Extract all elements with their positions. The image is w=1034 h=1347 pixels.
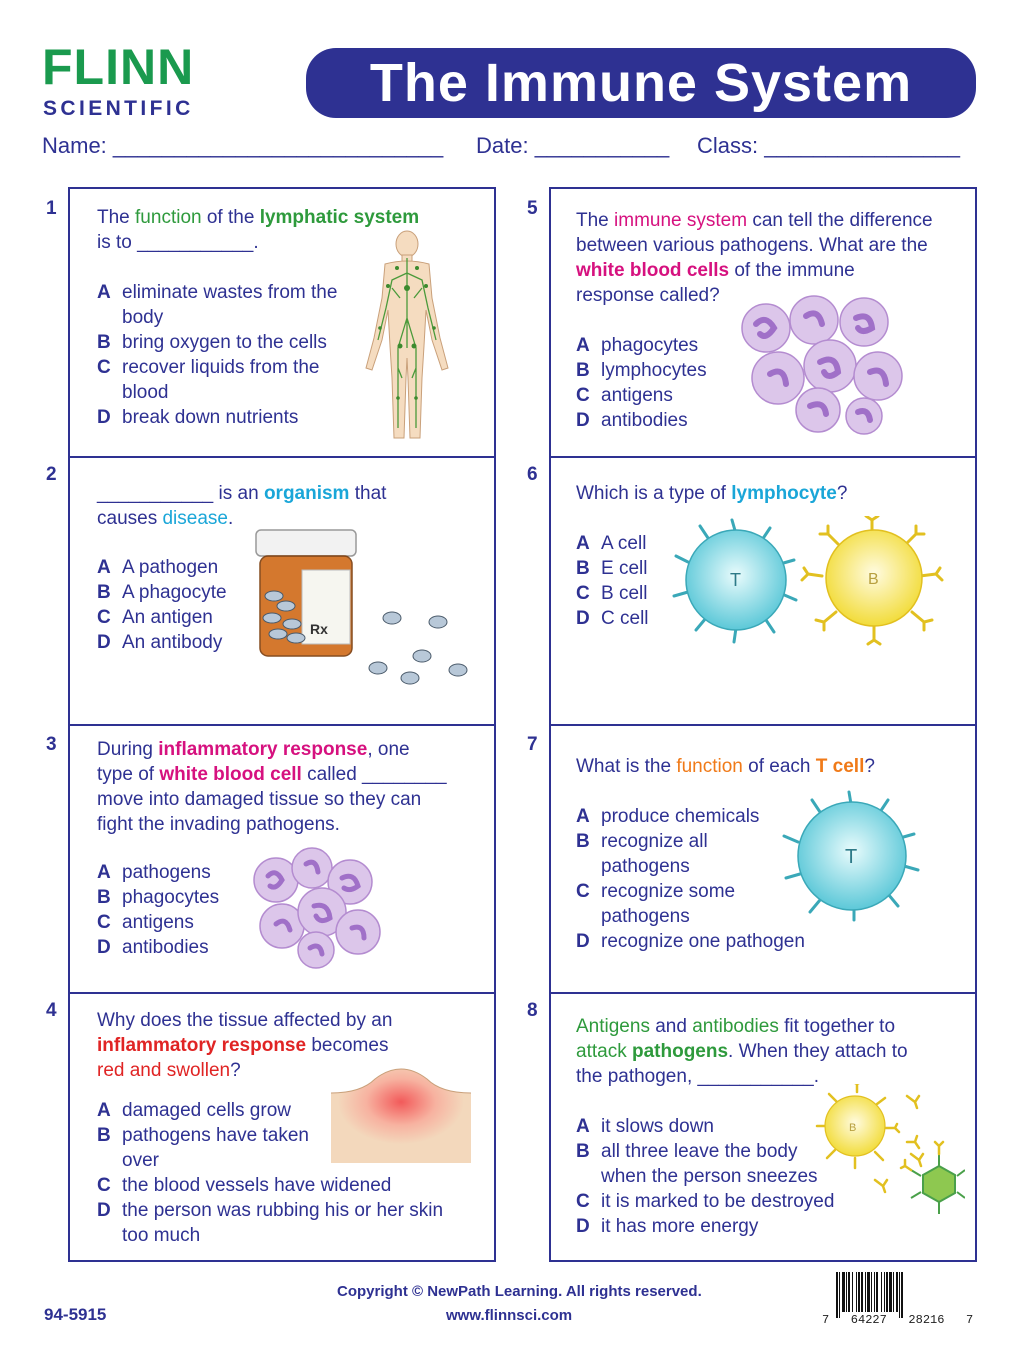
- option-d[interactable]: D the person was rubbing his or her skin too much: [97, 1200, 444, 1246]
- option-d[interactable]: D antibodies: [576, 410, 688, 431]
- product-code: 94-5915: [44, 1305, 107, 1324]
- question-text: The function of the lymphatic system is to ___________.: [97, 207, 420, 253]
- question-text: Which is a type of lymphocyte?: [576, 483, 848, 504]
- question-number: 7: [527, 734, 538, 755]
- option-d[interactable]: D recognize one pathogen: [576, 931, 805, 952]
- option-c[interactable]: C antigens: [576, 385, 673, 406]
- barcode-bar: [839, 1272, 840, 1318]
- date-field[interactable]: Date: ___________: [476, 133, 670, 158]
- option-b[interactable]: B all three leave the body when the person sneezes: [576, 1141, 818, 1187]
- question-text: Why does the tissue affected by an inflammatory response becomes red and swollen?: [97, 1010, 393, 1081]
- barcode-bar: [899, 1272, 900, 1318]
- option-d[interactable]: D break down nutrients: [97, 407, 299, 428]
- barcode-bar: [874, 1272, 875, 1312]
- copyright-text: Copyright © NewPath Learning. All rights reserved.: [337, 1283, 702, 1300]
- barcode-bar: [876, 1272, 878, 1312]
- barcode-bar: [896, 1272, 898, 1312]
- t-cell-label: T: [730, 570, 741, 590]
- barcode-digits: 7 64227 28216 7: [822, 1313, 974, 1327]
- b-cell-label: B: [868, 571, 879, 588]
- b-cell-label: B: [849, 1122, 857, 1134]
- barcode-bar: [889, 1272, 892, 1312]
- option-b[interactable]: B bring oxygen to the cells: [97, 332, 327, 353]
- name-field[interactable]: Name: ___________________________: [42, 133, 444, 158]
- option-d[interactable]: D C cell: [576, 608, 649, 629]
- option-b[interactable]: B lymphocytes: [576, 360, 707, 381]
- option-b[interactable]: B recognize all pathogens: [576, 831, 708, 877]
- barcode-bar: [884, 1272, 885, 1312]
- option-c[interactable]: C An antigen: [97, 607, 213, 628]
- option-a[interactable]: A A pathogen: [97, 557, 219, 578]
- barcode-bar: [846, 1272, 847, 1312]
- question-number: 2: [46, 464, 57, 485]
- white-blood-cells-illustration: [738, 292, 908, 438]
- barcode-bar: [848, 1272, 850, 1312]
- page-title: The Immune System: [306, 48, 976, 118]
- option-c[interactable]: C antigens: [97, 912, 194, 933]
- barcode-bar: [867, 1272, 870, 1312]
- option-a[interactable]: A phagocytes: [576, 335, 699, 356]
- logo-flinn: FLINN: [42, 39, 195, 95]
- t-and-b-cells-illustration: [670, 516, 960, 646]
- option-a[interactable]: A it slows down: [576, 1116, 714, 1137]
- pill-bottle-illustration: [252, 526, 474, 692]
- question-text: ___________ is an organism that causes disease.: [97, 483, 387, 529]
- option-c[interactable]: C recover liquids from the blood: [97, 357, 320, 403]
- question-number: 1: [46, 198, 57, 219]
- t-cell-illustration: [776, 790, 926, 922]
- option-c[interactable]: C recognize some pathogens: [576, 881, 736, 927]
- barcode-bar: [893, 1272, 894, 1312]
- option-a[interactable]: A damaged cells grow: [97, 1100, 291, 1121]
- option-b[interactable]: B E cell: [576, 558, 648, 579]
- barcode-bar: [886, 1272, 888, 1312]
- barcode-bar: [861, 1272, 863, 1312]
- barcode-bar: [871, 1272, 872, 1312]
- option-c[interactable]: C it is marked to be destroyed: [576, 1191, 835, 1212]
- barcode-bar: [836, 1272, 838, 1318]
- question-number: 4: [46, 1000, 57, 1021]
- question-text: During inflammatory response, one type of white blood cell called ________ move into damaged tissue so they can fight the invading pathogens.: [97, 739, 447, 835]
- option-a[interactable]: A eliminate wastes from the body: [97, 282, 338, 328]
- question-number: 3: [46, 734, 57, 755]
- option-d[interactable]: D it has more energy: [576, 1216, 759, 1237]
- lymphatic-system-illustration: [352, 228, 462, 446]
- option-d[interactable]: D antibodies: [97, 937, 209, 958]
- barcode-bar: [858, 1272, 860, 1312]
- question-text: The immune system can tell the difference between various pathogens. What are the white blood cells of the immune response called?: [576, 210, 933, 306]
- logo-scientific: SCIENTIFIC: [43, 97, 194, 120]
- question-number: 5: [527, 198, 538, 219]
- option-c[interactable]: C the blood vessels have widened: [97, 1175, 392, 1196]
- option-a[interactable]: A A cell: [576, 533, 647, 554]
- website-link[interactable]: www.flinnsci.com: [446, 1307, 573, 1324]
- barcode-bar: [901, 1272, 903, 1318]
- option-a[interactable]: A pathogens: [97, 862, 211, 883]
- class-field[interactable]: Class: ________________: [697, 133, 961, 158]
- option-b[interactable]: B pathogens have taken over: [97, 1125, 309, 1171]
- option-b[interactable]: B A phagocyte: [97, 582, 227, 603]
- question-number: 8: [527, 1000, 538, 1021]
- barcode-bar: [856, 1272, 857, 1312]
- barcode-bar: [881, 1272, 882, 1312]
- question-text: What is the function of each T cell?: [576, 756, 875, 777]
- option-d[interactable]: D An antibody: [97, 632, 223, 653]
- rx-label: Rx: [310, 621, 328, 637]
- barcode-bar: [865, 1272, 866, 1312]
- t-cell-label: T: [845, 846, 858, 868]
- option-c[interactable]: C B cell: [576, 583, 648, 604]
- question-text: Antigens and antibodies fit together to attack pathogens. When they attach to the pathogen, ___________.: [576, 1016, 908, 1087]
- option-a[interactable]: A produce chemicals: [576, 806, 760, 827]
- barcode-bar: [852, 1272, 853, 1312]
- antigen-antibody-illustration: [815, 1084, 965, 1216]
- inflamed-skin-illustration: [331, 1065, 471, 1163]
- barcode-bar: [842, 1272, 845, 1312]
- question-number: 6: [527, 464, 538, 485]
- phagocytes-illustration: [246, 846, 386, 972]
- option-b[interactable]: B phagocytes: [97, 887, 220, 908]
